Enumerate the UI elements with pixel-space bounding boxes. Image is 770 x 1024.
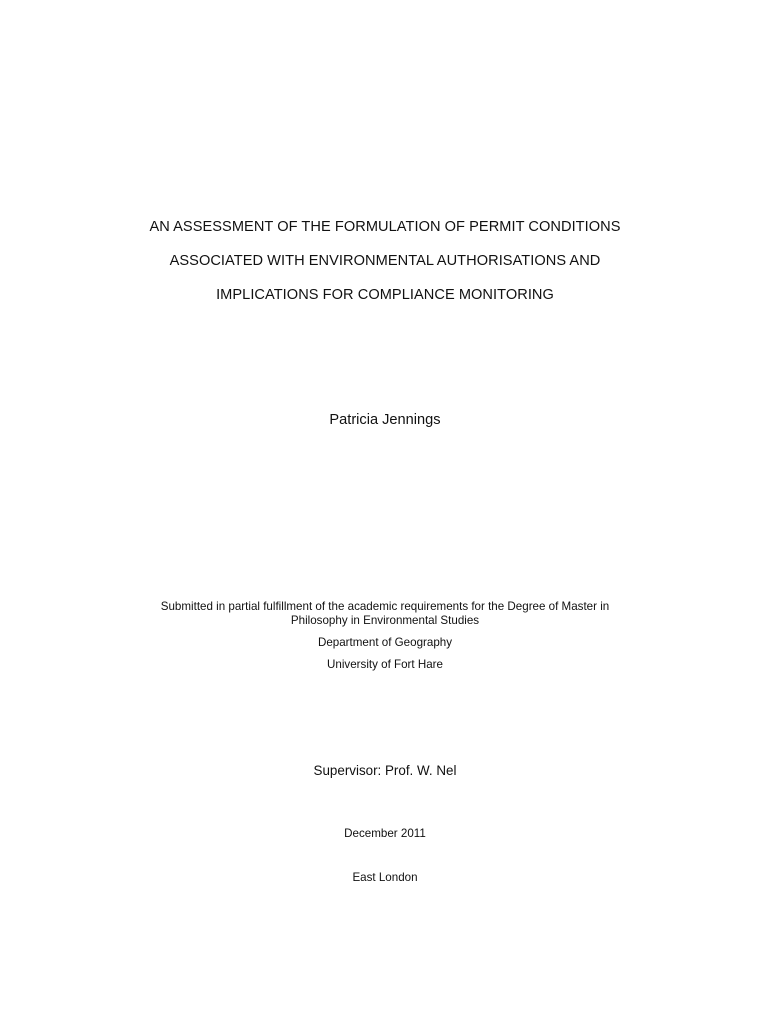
department-name: Department of Geography xyxy=(317,636,453,649)
thesis-title-line-1: AN ASSESSMENT OF THE FORMULATION OF PERMIT CONDITIONS xyxy=(149,219,621,235)
thesis-title-line-3: IMPLICATIONS FOR COMPLIANCE MONITORING xyxy=(216,287,554,303)
supervisor: Supervisor: Prof. W. Nel xyxy=(313,763,457,778)
submission-statement-line-2: Philosophy in Environmental Studies xyxy=(290,614,480,627)
author-name: Patricia Jennings xyxy=(329,412,441,428)
thesis-title-line-2: ASSOCIATED WITH ENVIRONMENTAL AUTHORISATIONS AND xyxy=(169,253,601,269)
submission-statement-line-1: Submitted in partial fulfillment of the academic requirements for the Degree of Master in xyxy=(160,600,610,613)
submission-date: December 2011 xyxy=(344,827,426,840)
location: East London xyxy=(352,871,418,884)
university-name: University of Fort Hare xyxy=(327,658,443,671)
